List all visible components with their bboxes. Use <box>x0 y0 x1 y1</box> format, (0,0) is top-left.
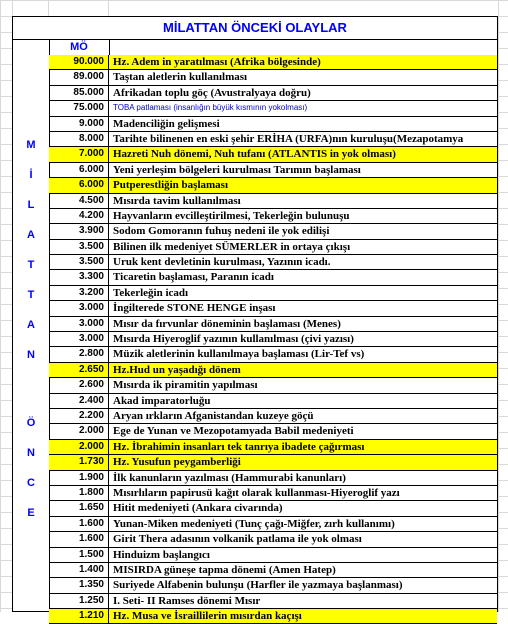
year-cell: 89.000 <box>49 70 109 84</box>
table-row <box>49 286 497 301</box>
year-cell: 1.730 <box>49 455 109 469</box>
table-row <box>49 378 497 393</box>
event-cell: Madenciliğin gelişmesi <box>113 117 220 130</box>
year-cell: 1.600 <box>49 532 109 546</box>
year-cell: 2.000 <box>49 424 109 438</box>
event-cell: Hz. Yusufun peygamberliği <box>113 456 241 469</box>
side-letter: A <box>27 229 35 241</box>
table-row <box>49 117 497 132</box>
year-cell: 4.200 <box>49 209 109 223</box>
side-letter: C <box>27 477 35 489</box>
year-cell: 1.900 <box>49 471 109 485</box>
year-cell: 3.300 <box>49 270 109 284</box>
grid-line <box>0 0 1 612</box>
event-cell: Sodom Gomoranın fuhuş nedeni ile yok edilişi <box>113 225 330 238</box>
side-letter: E <box>27 507 35 519</box>
year-cell: 8.000 <box>49 132 109 146</box>
event-cell: İngilterede STONE HENGE inşası <box>113 302 276 315</box>
table-row <box>49 455 497 470</box>
year-cell: 3.500 <box>49 255 109 269</box>
year-cell: 9.000 <box>49 117 109 131</box>
table-row <box>49 363 497 378</box>
event-cell: Hayvanların evcilleştirilmesi, Tekerleğin bulunuşu <box>113 209 350 222</box>
year-cell: 1.250 <box>49 594 109 608</box>
table-row <box>49 409 497 424</box>
table-row <box>49 501 497 516</box>
year-cell: 7.000 <box>49 147 109 161</box>
year-cell: 2.600 <box>49 378 109 392</box>
year-cell: 3.900 <box>49 224 109 238</box>
year-cell: 3.000 <box>49 332 109 346</box>
table-row <box>49 70 497 85</box>
year-cell: 85.000 <box>49 86 109 100</box>
event-cell: Hz. İbrahimin insanları tek tanrıya ibadete çağırması <box>113 440 365 453</box>
event-cell: Mısırda Hiyeroglif yazının kullanılması (çivi yazısı) <box>113 333 354 346</box>
year-cell: 1.600 <box>49 517 109 531</box>
table-row <box>49 578 497 593</box>
table-row <box>49 486 497 501</box>
table-row <box>49 548 497 563</box>
events-table <box>12 16 498 623</box>
year-cell: 75.000 <box>49 101 109 115</box>
side-letter: A <box>27 319 35 331</box>
table-row <box>49 471 497 486</box>
event-cell: Mısırda tavim kullanılması <box>113 194 241 207</box>
year-cell: 2.800 <box>49 347 109 361</box>
year-cell: 90.000 <box>49 55 109 69</box>
event-cell: Müzik aletlerinin kullanılmaya başlaması (Lir-Tef vs) <box>113 348 365 361</box>
event-cell: Yunan-Miken medeniyeti (Tunç çağı-Miğfer, zırh kullanımı) <box>113 517 395 530</box>
table-row <box>49 240 497 255</box>
table-row <box>49 224 497 239</box>
side-letter: N <box>27 447 35 459</box>
side-letter: İ <box>29 169 33 181</box>
year-cell: 2.200 <box>49 409 109 423</box>
event-cell: Mısır da fırvunlar döneminin başlaması (Menes) <box>113 317 341 330</box>
table-row <box>49 394 497 409</box>
year-cell: 1.500 <box>49 548 109 562</box>
event-cell: Hz. Adem in yaratılması (Afrika bölgesinde) <box>113 56 321 68</box>
event-cell: Aryan ırkların Afganistandan kuzeye göçü <box>113 409 314 422</box>
event-cell: Hinduizm başlangıcı <box>113 548 210 561</box>
event-cell: Akad imparatorluğu <box>113 394 211 407</box>
table-row <box>49 347 497 362</box>
table-row <box>49 424 497 439</box>
year-column-header: MÖ <box>49 39 110 55</box>
event-cell: Hz. Musa ve İsraillilerin mısırdan kaçışı <box>113 610 302 623</box>
event-cell: Mısırlıların papirusü kağıt olarak kullanması-Hiyeroglif yazı <box>113 486 400 499</box>
table-row <box>49 132 497 147</box>
year-cell: 3.200 <box>49 286 109 300</box>
table-row <box>49 255 497 270</box>
table-row <box>49 194 497 209</box>
table-row <box>49 440 497 455</box>
table-row <box>49 301 497 316</box>
table-row <box>49 101 497 116</box>
year-cell: 1.800 <box>49 486 109 500</box>
table-row <box>49 563 497 578</box>
side-letter: Ö <box>26 417 36 429</box>
event-cell: Hz.Hud un yaşadığı dönem <box>113 363 241 376</box>
year-cell: 2.400 <box>49 394 109 408</box>
side-letter: T <box>27 259 35 271</box>
side-letter: T <box>27 289 35 301</box>
table-row <box>49 209 497 224</box>
year-cell: 6.000 <box>49 178 109 192</box>
event-cell: I. Seti- II Ramses dönemi Mısır <box>113 594 261 607</box>
event-cell: Ege de Yunan ve Mezopotamyada Babil medeniyeti <box>113 425 354 438</box>
event-cell: Yeni yerleşim bölgeleri kurulması Tarımın başlaması <box>113 163 361 176</box>
side-label-column <box>13 39 50 613</box>
year-cell: 3.000 <box>49 301 109 315</box>
table-row <box>49 147 497 162</box>
event-rows <box>49 55 497 624</box>
year-cell: 2.000 <box>49 440 109 454</box>
event-cell: Girit Thera adasının volkanik patlama ile yok olması <box>113 533 362 546</box>
event-cell: Suriyede Alfabenin bulunşu (Harfler ile yazmaya başlanması) <box>113 579 403 592</box>
event-cell: Uruk kent devletinin kurulması, Yazının icadı. <box>113 256 331 269</box>
table-row <box>49 178 497 193</box>
grid-line <box>498 0 499 612</box>
event-cell: Tarihte bilinenen en eski şehir ERİHA (URFA)nın kuruluşu(Mezapotamya <box>113 132 464 145</box>
year-cell: 1.650 <box>49 501 109 515</box>
table-row <box>49 594 497 609</box>
event-cell: MISIRDA güneşe tapma dönemi (Amen Hatep) <box>113 563 336 576</box>
event-cell: Hazreti Nuh dönemi, Nuh tufanı (ATLANTIS in yok olması) <box>113 148 396 161</box>
event-cell: Putperestliğin başlaması <box>113 179 229 192</box>
table-row <box>49 270 497 285</box>
page-title: MİLATTAN ÖNCEKİ OLAYLAR <box>13 17 497 40</box>
table-row <box>49 609 497 624</box>
table-header <box>49 39 497 56</box>
event-cell: Taştan aletlerin kullanılması <box>113 71 248 84</box>
event-cell: Hitit medeniyeti (Ankara civarında) <box>113 502 283 515</box>
year-cell: 1.210 <box>49 609 109 623</box>
side-letter: L <box>27 199 35 211</box>
table-row <box>49 86 497 101</box>
year-cell: 3.000 <box>49 317 109 331</box>
table-row <box>49 55 497 70</box>
table-row <box>49 163 497 178</box>
year-cell: 6.000 <box>49 163 109 177</box>
table-row <box>49 317 497 332</box>
event-cell: Afrikadan toplu göç (Avustralyaya doğru) <box>113 86 311 99</box>
event-cell: Bilinen ilk medeniyet SÜMERLER in ortaya çıkışı <box>113 240 351 253</box>
year-cell: 3.500 <box>49 240 109 254</box>
event-cell: Mısırda ik piramitin yapılması <box>113 379 258 392</box>
event-cell: İlk kanunların yazılması (Hammurabi kanunları) <box>113 471 346 484</box>
event-cell: Ticaretin başlaması, Paranın icadı <box>113 271 274 284</box>
grid-line <box>0 0 508 1</box>
year-cell: 1.400 <box>49 563 109 577</box>
side-letter: M <box>26 139 36 151</box>
year-cell: 4.500 <box>49 194 109 208</box>
year-cell: 1.350 <box>49 578 109 592</box>
event-cell: TOBA patlaması (insanlığın büyük kısmının yokolması) <box>113 103 308 113</box>
event-cell: Tekerleğin icadı <box>113 286 189 299</box>
table-row <box>49 332 497 347</box>
table-row <box>49 532 497 547</box>
table-row <box>49 517 497 532</box>
side-letter: N <box>27 349 35 361</box>
year-cell: 2.650 <box>49 363 109 377</box>
